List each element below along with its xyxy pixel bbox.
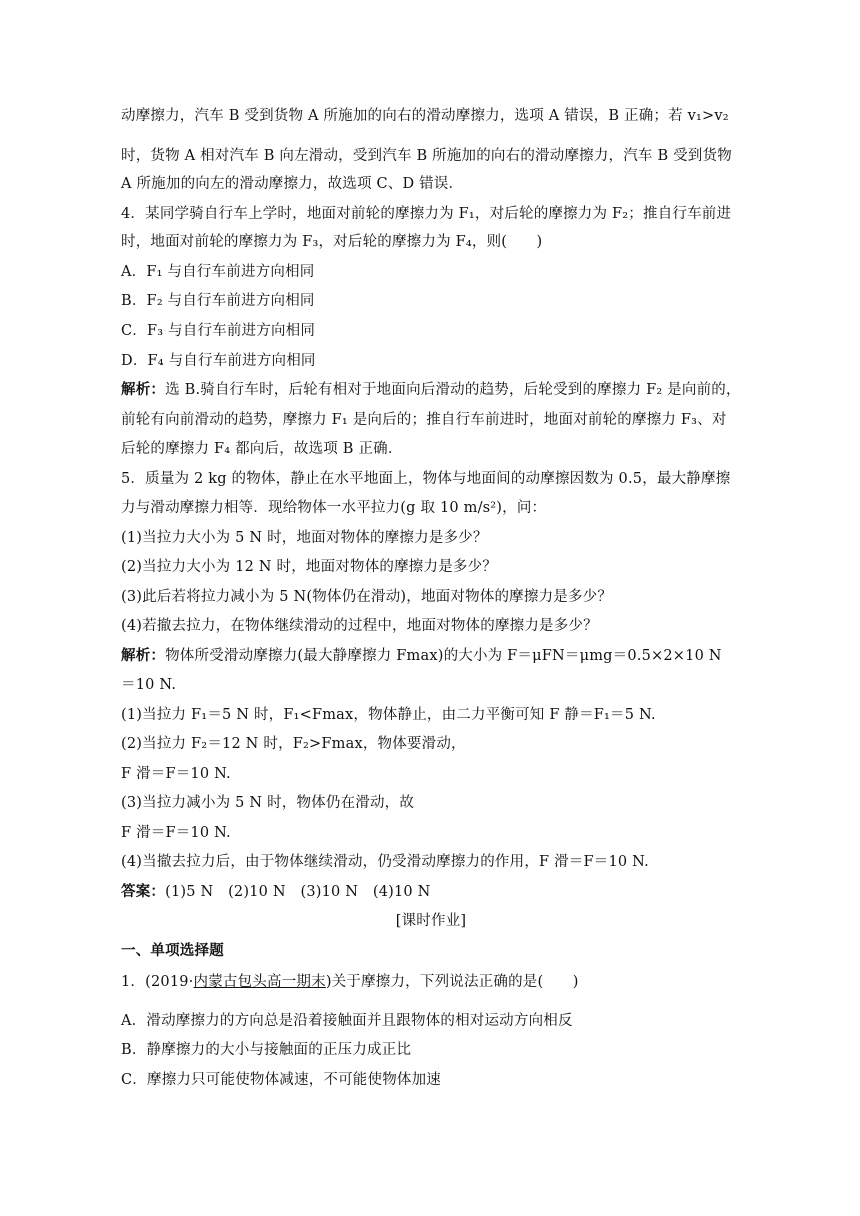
question-4-stem: 时，地面对前轮的摩擦力为 F₃，对后轮的摩擦力为 F₄，则( ) [121,234,543,250]
option-c: C．F₃ 与自行车前进方向相同 [121,323,316,339]
solution-step: (4)当撤去拉力后，由于物体继续滑动，仍受滑动摩擦力的作用，F 滑＝F＝10 N. [121,854,649,870]
solution-step: F 滑＝F＝10 N. [121,825,231,841]
question-5-stem: 力与滑动摩擦力相等．现给物体一水平拉力(g 取 10 m/s²)，问： [121,500,547,516]
analysis-line [121,380,741,400]
analysis-line [121,646,741,666]
text-line: A 所施加的向左的滑动摩擦力，故选项 C、D 错误． [121,176,464,192]
question-prefix: 1．(2019· [121,974,194,990]
solution-step: F 滑＝F＝10 N. [121,766,231,782]
solution-step: (1)当拉力 F₁＝5 N 时，F₁<Fmax，物体静止，由二力平衡可知 F 静＝F₁＝5 N. [121,707,656,723]
sub-question: (3)此后若将拉力减小为 5 N(物体仍在滑动)，地面对物体的摩擦力是多少？ [121,589,613,605]
answer-label: 答案： [121,883,166,900]
option-b: B．静摩擦力的大小与接触面的正压力成正比 [121,1042,412,1058]
text-line: 时，货物 A 相对汽车 B 向左滑动，受到汽车 B 所施加的向右的滑动摩擦力，汽车 B 受到货物 [121,148,732,164]
text-line: 后轮的摩擦力 F₄ 都向后，故选项 B 正确． [121,441,403,457]
sub-question: (2)当拉力大小为 12 N 时，地面对物体的摩擦力是多少？ [121,559,498,575]
option-b: B．F₂ 与自行车前进方向相同 [121,293,315,309]
question-1-stem [121,972,741,992]
sub-question: (4)若撤去拉力，在物体继续滑动的过程中，地面对物体的摩擦力是多少？ [121,618,598,634]
answer-text: (1)5 N (2)10 N (3)10 N (4)10 N [165,884,431,900]
text-line: 前轮有向前滑动的趋势，摩擦力 F₁ 是向后的；推自行车前进时，地面对前轮的摩擦力 F₃、对 [121,412,727,428]
subsection-heading: 一、单项选择题 [121,942,224,959]
analysis-text: 物体所受滑动摩擦力(最大静摩擦力 Fmax)的大小为 F＝μFN＝μmg＝0.5×2×10 N [165,648,722,664]
section-heading: [课时作业] [395,913,467,929]
analysis-label: 解析： [121,381,166,398]
option-a: A．F₁ 与自行车前进方向相同 [121,264,315,280]
option-a: A．滑动摩擦力的方向总是沿着接触面并且跟物体的相对运动方向相反 [121,1013,573,1029]
sub-question: (1)当拉力大小为 5 N 时，地面对物体的摩擦力是多少？ [121,530,488,546]
question-text: )关于摩擦力，下列说法正确的是( ) [325,974,579,990]
question-5-stem: 5．质量为 2 kg 的物体，静止在水平地面上，物体与地面间的动摩擦因数为 0.5，最大静摩擦 [121,471,731,487]
option-d: D．F₄ 与自行车前进方向相同 [121,353,316,369]
solution-step: (3)当拉力减小为 5 N 时，物体仍在滑动，故 [121,795,415,811]
question-4-stem: 4．某同学骑自行车上学时，地面对前轮的摩擦力为 F₁，对后轮的摩擦力为 F₂；推自行车前进 [121,206,732,222]
text-line: 动摩擦力，汽车 B 受到货物 A 所施加的向右的滑动摩擦力，选项 A 错误，B 正确；若 v₁>v₂ [121,108,729,124]
solution-step: (2)当拉力 F₂＝12 N 时，F₂>Fmax，物体要滑动， [121,736,466,752]
analysis-text: 选 B.骑自行车时，后轮有相对于地面向后滑动的趋势，后轮受到的摩擦力 F₂ 是向前的， [165,382,741,398]
answer-line [121,882,741,902]
source-link[interactable]: 内蒙古包头高一期末 [193,974,326,990]
text-line: ＝10 N. [121,677,177,693]
analysis-label: 解析： [121,647,166,664]
option-c: C．摩擦力只可能使物体减速，不可能使物体加速 [121,1072,441,1088]
